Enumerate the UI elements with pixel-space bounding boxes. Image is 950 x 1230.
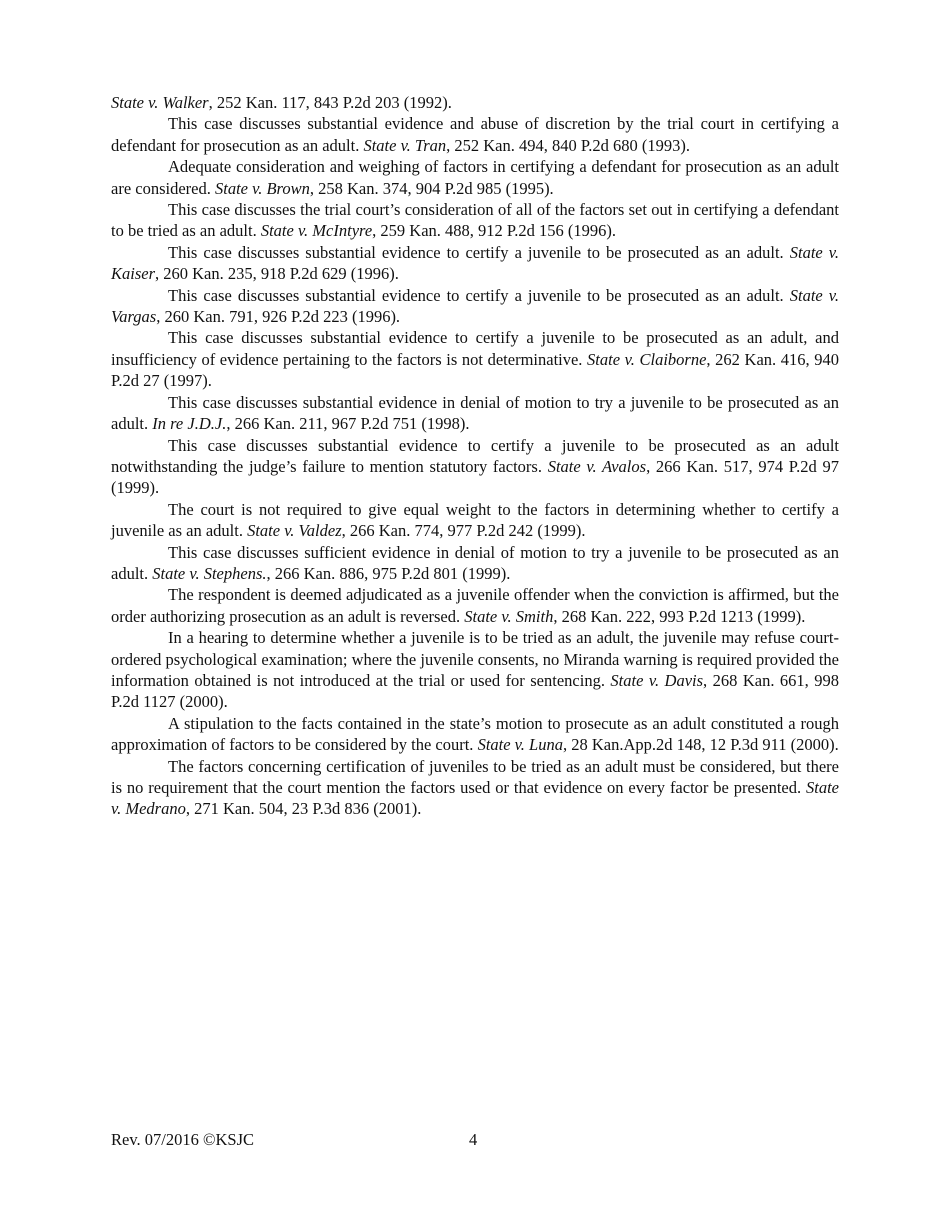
- citation-paragraph: [111, 627, 839, 713]
- case-name: In re J.D.J.: [152, 414, 227, 434]
- citation-paragraph: [111, 713, 839, 756]
- case-citation: , 268 Kan. 222, 993 P.2d 1213 (1999).: [553, 606, 806, 626]
- case-citation: , 260 Kan. 791, 926 P.2d 223 (1996).: [156, 307, 401, 327]
- paragraph-text: This case discusses sufficient evidence in denial of motion to try a juvenile to be prosecuted as an adult.: [111, 542, 839, 583]
- case-name: State v. Kaiser: [111, 242, 839, 284]
- paragraph-text: A stipulation to the facts contained in the state’s motion to prosecute as an adult constituted a rough approximation of factors to be considered by the court.: [111, 713, 839, 755]
- case-citation: , 252 Kan. 494, 840 P.2d 680 (1993).: [446, 135, 690, 155]
- case-citation: , 260 Kan. 235, 918 P.2d 629 (1996).: [155, 264, 399, 284]
- citation-paragraph: [111, 584, 839, 627]
- case-name: State v. Valdez: [247, 521, 342, 541]
- citation-paragraph: [111, 242, 839, 285]
- case-citation: , 252 Kan. 117, 843 P.2d 203 (1992).: [208, 93, 452, 112]
- case-name: State v. Davis: [610, 670, 704, 690]
- case-name: State v. Smith: [464, 606, 554, 626]
- paragraph-text: The court is not required to give equal weight to the factors in determining whether to certify a juvenile as an adult.: [111, 499, 839, 541]
- citation-paragraph: [111, 499, 839, 542]
- citation-paragraph: [111, 199, 839, 242]
- paragraph-text: This case discusses substantial evidence to certify a juvenile to be prosecuted as an adult notwithstanding the judge’s failure to mention statutory factors.: [111, 435, 839, 476]
- citation-paragraph: [111, 327, 839, 391]
- citation-paragraph: [111, 285, 839, 328]
- citation-paragraph: [111, 542, 839, 585]
- paragraph-text: The respondent is deemed adjudicated as a juvenile offender when the conviction is affirmed, but the order authorizing prosecution as an adult is reversed.: [111, 585, 839, 626]
- paragraph-text: This case discusses substantial evidence in denial of motion to try a juvenile to be prosecuted as an adult.: [111, 392, 839, 434]
- paragraph-text: This case discusses substantial evidence and abuse of discretion by the trial court in certifying a defendant for prosecution as an adult.: [111, 114, 839, 155]
- case-citation: , 262 Kan. 416, 940 P.2d 27 (1997).: [111, 349, 839, 391]
- citation-paragraph: [111, 92, 839, 113]
- citation-paragraph: [111, 156, 839, 199]
- case-citation: , 266 Kan. 517, 974 P.2d 97 (1999).: [111, 456, 839, 498]
- paragraph-text: Adequate consideration and weighing of factors in certifying a defendant for prosecution as an adult are considered.: [111, 157, 839, 198]
- citation-paragraph: [111, 756, 839, 820]
- case-name: State v. Avalos: [547, 456, 647, 476]
- case-citation: , 259 Kan. 488, 912 P.2d 156 (1996).: [372, 221, 616, 241]
- case-name: State v. Walker: [111, 93, 209, 112]
- paragraph-text: This case discusses substantial evidence to certify a juvenile to be prosecuted as an adult.: [168, 242, 790, 262]
- case-name: State v. Claiborne: [587, 349, 707, 369]
- citation-paragraph: [111, 113, 839, 156]
- case-citation: , 28 Kan.App.2d 148, 12 P.3d 911 (2000).: [562, 735, 839, 755]
- paragraph-text: This case discusses the trial court’s consideration of all of the factors set out in certifying a defendant to be tried as an adult.: [111, 200, 839, 241]
- case-citation: , 266 Kan. 211, 967 P.2d 751 (1998).: [226, 414, 470, 434]
- case-citation: , 266 Kan. 886, 975 P.2d 801 (1999).: [266, 563, 511, 583]
- revision-note: Rev. 07/2016 ©KSJC: [111, 1130, 255, 1149]
- paragraph-text: The factors concerning certification of juveniles to be tried as an adult must be considered, but there is no requirement that the court mention the factors used or that evidence on every factor be presented.: [111, 756, 839, 797]
- case-name: State v. Vargas: [111, 285, 839, 327]
- page-number: 4: [469, 1130, 478, 1149]
- citation-paragraph: [111, 435, 839, 499]
- case-citation: , 266 Kan. 774, 977 P.2d 242 (1999).: [341, 521, 586, 541]
- case-citation: , 258 Kan. 374, 904 P.2d 985 (1995).: [309, 178, 554, 198]
- paragraph-text: This case discusses substantial evidence to certify a juvenile to be prosecuted as an adult.: [168, 285, 790, 305]
- case-name: State v. Luna: [477, 735, 563, 755]
- page-footer: [111, 1129, 839, 1153]
- citation-paragraph: [111, 392, 839, 435]
- case-name: State v. Tran: [363, 135, 447, 155]
- case-citation: , 271 Kan. 504, 23 P.3d 836 (2001).: [185, 799, 422, 819]
- paragraph-text: This case discusses substantial evidence to certify a juvenile to be prosecuted as an adult, and insufficiency of evidence pertaining to the factors is not determinative.: [111, 328, 839, 369]
- case-name: State v. Brown: [215, 178, 310, 198]
- paragraph-text: In a hearing to determine whether a juvenile is to be tried as an adult, the juvenile may refuse court-ordered psychological examination; where the juvenile consents, no Miranda warning is required provided the information obtained is not introduced at the trial or used for sentencing.: [111, 628, 839, 690]
- case-name: State v. Medrano: [111, 778, 839, 819]
- case-citation: , 268 Kan. 661, 998 P.2d 1127 (2000).: [111, 670, 839, 712]
- case-name: State v. Stephens.: [152, 563, 267, 583]
- document-body: [111, 92, 839, 820]
- case-name: State v. McIntyre: [260, 221, 373, 241]
